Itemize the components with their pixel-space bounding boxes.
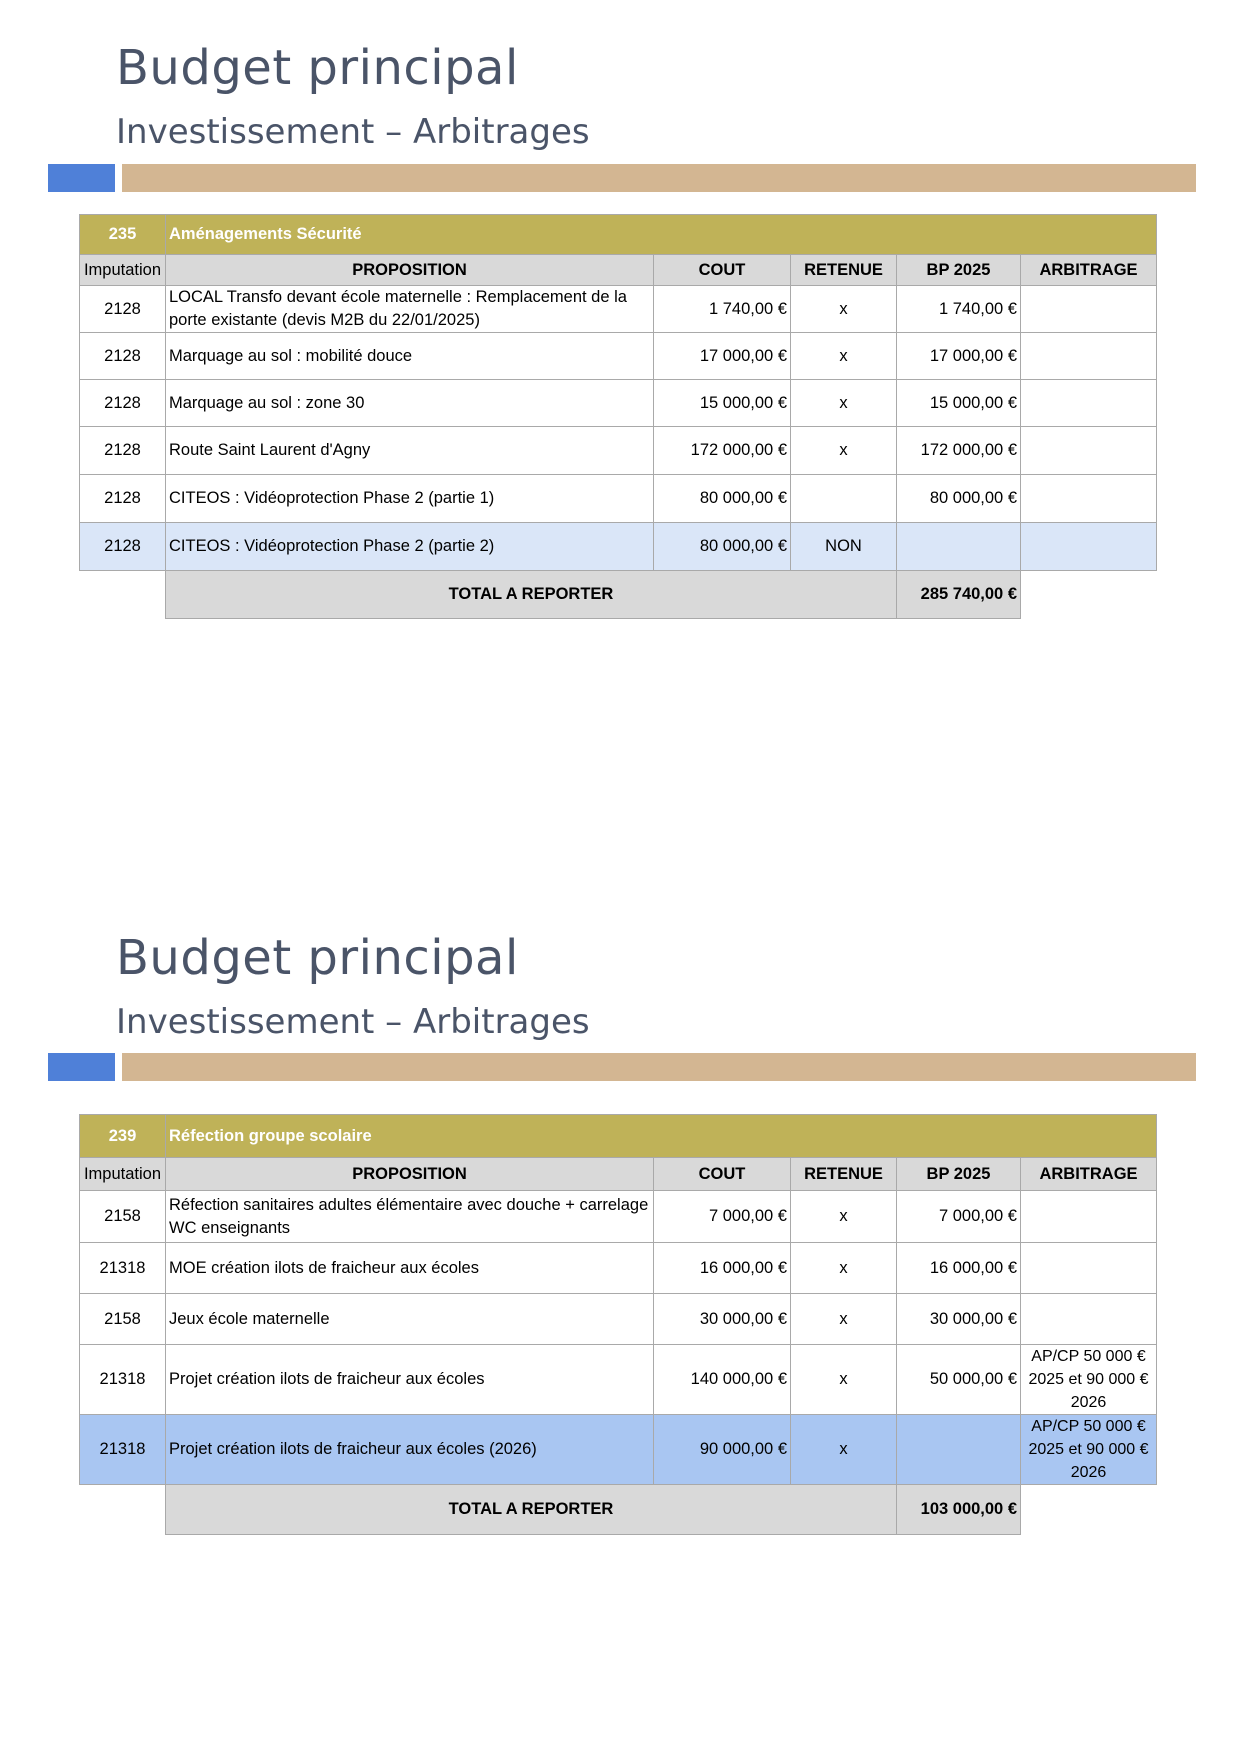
col-header-proposition: PROPOSITION	[166, 1158, 654, 1191]
cell-imputation: 2128	[80, 380, 166, 427]
cell-cout: 80 000,00 €	[654, 475, 791, 523]
table-row-highlighted	[80, 523, 1157, 571]
total-row	[80, 1485, 1157, 1535]
table-row	[80, 1345, 1157, 1415]
accent-bar-tan	[122, 1053, 1196, 1081]
cell-arbitrage	[1021, 523, 1157, 571]
table-row	[80, 333, 1157, 380]
cell-proposition: Jeux école maternelle	[166, 1294, 654, 1345]
col-header-retenue: RETENUE	[791, 1158, 897, 1191]
col-header-imputation: Imputation	[80, 1158, 166, 1191]
cell-bp2025: 80 000,00 €	[897, 475, 1021, 523]
cell-arbitrage	[1021, 475, 1157, 523]
cell-imputation: 2128	[80, 523, 166, 571]
total-label: TOTAL A REPORTER	[166, 571, 897, 619]
cell-cout: 80 000,00 €	[654, 523, 791, 571]
cell-arbitrage	[1021, 1191, 1157, 1243]
cell-bp2025: 1 740,00 €	[897, 286, 1021, 333]
cell-cout: 172 000,00 €	[654, 427, 791, 475]
accent-bar-blue	[48, 164, 115, 192]
cell-proposition: MOE création ilots de fraicheur aux écoles	[166, 1243, 654, 1294]
cell-bp2025	[897, 523, 1021, 571]
cell-imputation: 2128	[80, 427, 166, 475]
cell-retenue: x	[791, 1294, 897, 1345]
cell-retenue: x	[791, 1415, 897, 1485]
cell-cout: 17 000,00 €	[654, 333, 791, 380]
total-value: 285 740,00 €	[897, 571, 1021, 619]
accent-bar-tan	[122, 164, 1196, 192]
col-header-proposition: PROPOSITION	[166, 255, 654, 286]
table-row	[80, 1243, 1157, 1294]
table-row-highlighted	[80, 1415, 1157, 1485]
cell-arbitrage	[1021, 286, 1157, 333]
cell-bp2025: 172 000,00 €	[897, 427, 1021, 475]
table-row	[80, 1294, 1157, 1345]
col-header-retenue: RETENUE	[791, 255, 897, 286]
cell-bp2025	[897, 1415, 1021, 1485]
cell-arbitrage	[1021, 1294, 1157, 1345]
cell-cout: 7 000,00 €	[654, 1191, 791, 1243]
cell-proposition: Projet création ilots de fraicheur aux écoles	[166, 1345, 654, 1415]
cell-retenue: x	[791, 333, 897, 380]
cell-cout: 16 000,00 €	[654, 1243, 791, 1294]
cell-retenue: NON	[791, 523, 897, 571]
total-row	[80, 571, 1157, 619]
table-row	[80, 286, 1157, 333]
cell-arbitrage: AP/CP 50 000 € 2025 et 90 000 € 2026	[1021, 1345, 1157, 1415]
col-header-bp2025: BP 2025	[897, 255, 1021, 286]
section-code: 239	[80, 1115, 166, 1158]
cell-proposition: Route Saint Laurent d'Agny	[166, 427, 654, 475]
cell-retenue: x	[791, 1345, 897, 1415]
cell-imputation: 2158	[80, 1191, 166, 1243]
total-label: TOTAL A REPORTER	[166, 1485, 897, 1535]
cell-retenue: x	[791, 380, 897, 427]
cell-proposition: CITEOS : Vidéoprotection Phase 2 (partie 2)	[166, 523, 654, 571]
cell-bp2025: 15 000,00 €	[897, 380, 1021, 427]
col-header-imputation: Imputation	[80, 255, 166, 286]
table-row	[80, 475, 1157, 523]
col-header-cout: COUT	[654, 1158, 791, 1191]
accent-bar-blue	[48, 1053, 115, 1081]
cell-imputation: 21318	[80, 1345, 166, 1415]
cell-arbitrage	[1021, 1243, 1157, 1294]
cell-arbitrage	[1021, 427, 1157, 475]
cell-proposition: Projet création ilots de fraicheur aux écoles (2026)	[166, 1415, 654, 1485]
section-name: Aménagements Sécurité	[166, 215, 1157, 255]
table-row	[80, 1191, 1157, 1243]
cell-retenue: x	[791, 1191, 897, 1243]
table-row	[80, 427, 1157, 475]
budget-table-239	[79, 1114, 1157, 1535]
cell-imputation: 21318	[80, 1415, 166, 1485]
table-row	[80, 380, 1157, 427]
total-value: 103 000,00 €	[897, 1485, 1021, 1535]
col-header-bp2025: BP 2025	[897, 1158, 1021, 1191]
section-name: Réfection groupe scolaire	[166, 1115, 1157, 1158]
cell-proposition: Marquage au sol : zone 30	[166, 380, 654, 427]
cell-retenue: x	[791, 1243, 897, 1294]
col-header-arbitrage: ARBITRAGE	[1021, 255, 1157, 286]
cell-imputation: 21318	[80, 1243, 166, 1294]
page-subtitle: Investissement – Arbitrages	[116, 1002, 590, 1042]
col-header-cout: COUT	[654, 255, 791, 286]
cell-proposition: Réfection sanitaires adultes élémentaire avec douche + carrelage WC enseignants	[166, 1191, 654, 1243]
cell-arbitrage	[1021, 333, 1157, 380]
cell-cout: 1 740,00 €	[654, 286, 791, 333]
page-title: Budget principal	[116, 40, 519, 96]
cell-imputation: 2128	[80, 286, 166, 333]
cell-cout: 15 000,00 €	[654, 380, 791, 427]
cell-retenue: x	[791, 286, 897, 333]
cell-arbitrage	[1021, 380, 1157, 427]
budget-table-235	[79, 214, 1157, 619]
cell-proposition: Marquage au sol : mobilité douce	[166, 333, 654, 380]
cell-retenue: x	[791, 427, 897, 475]
cell-arbitrage: AP/CP 50 000 € 2025 et 90 000 € 2026	[1021, 1415, 1157, 1485]
cell-cout: 90 000,00 €	[654, 1415, 791, 1485]
cell-bp2025: 17 000,00 €	[897, 333, 1021, 380]
cell-imputation: 2128	[80, 475, 166, 523]
cell-proposition: CITEOS : Vidéoprotection Phase 2 (partie 1)	[166, 475, 654, 523]
cell-bp2025: 16 000,00 €	[897, 1243, 1021, 1294]
cell-retenue	[791, 475, 897, 523]
cell-proposition: LOCAL Transfo devant école maternelle : Remplacement de la porte existante (devis M2B du 22/01/2025)	[166, 286, 654, 333]
cell-bp2025: 30 000,00 €	[897, 1294, 1021, 1345]
page-subtitle: Investissement – Arbitrages	[116, 112, 590, 152]
cell-cout: 140 000,00 €	[654, 1345, 791, 1415]
cell-cout: 30 000,00 €	[654, 1294, 791, 1345]
section-code: 235	[80, 215, 166, 255]
cell-imputation: 2158	[80, 1294, 166, 1345]
cell-imputation: 2128	[80, 333, 166, 380]
cell-bp2025: 7 000,00 €	[897, 1191, 1021, 1243]
page-title: Budget principal	[116, 930, 519, 986]
cell-bp2025: 50 000,00 €	[897, 1345, 1021, 1415]
col-header-arbitrage: ARBITRAGE	[1021, 1158, 1157, 1191]
